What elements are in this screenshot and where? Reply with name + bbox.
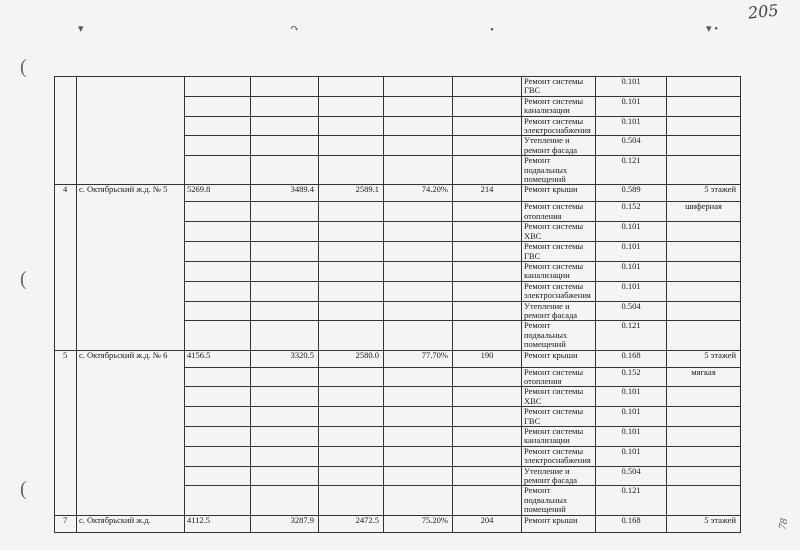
cost-cell: 0.168 [596, 350, 667, 367]
residents-count: 214 [453, 185, 522, 202]
empty-cell [185, 96, 251, 116]
cost-cell: 0.101 [596, 96, 667, 116]
handwritten-page-number: 205 [747, 0, 780, 23]
empty-cell [251, 116, 319, 136]
work-cell: Ремонт подвальных помещений [522, 156, 596, 185]
work-cell: Ремонт системы отопления [522, 367, 596, 387]
empty-cell [185, 222, 251, 242]
empty-cell [185, 156, 251, 185]
empty-cell [251, 321, 319, 350]
cost-cell: 0.101 [596, 387, 667, 407]
cost-cell: 0.504 [596, 136, 667, 156]
empty-cell [319, 321, 384, 350]
empty-cell [319, 486, 384, 515]
object-number: 4 [55, 185, 77, 350]
work-cell: Ремонт подвальных помещений [522, 321, 596, 350]
work-cell: Ремонт системы отопления [522, 202, 596, 222]
empty-cell [319, 301, 384, 321]
empty-cell [384, 486, 453, 515]
note-cell [667, 156, 741, 185]
work-cell: Ремонт подвальных помещений [522, 486, 596, 515]
empty-cell [453, 486, 522, 515]
note-cell [667, 486, 741, 515]
empty-cell [319, 446, 384, 466]
empty-cell [319, 261, 384, 281]
empty-cell [251, 427, 319, 447]
empty-cell [185, 301, 251, 321]
empty-cell [384, 202, 453, 222]
empty-cell [319, 96, 384, 116]
empty-cell [384, 261, 453, 281]
note-cell [667, 427, 741, 447]
empty-cell [453, 321, 522, 350]
cost-cell: 0.168 [596, 515, 667, 532]
binding-mark-top: ( [20, 56, 27, 78]
empty-cell [251, 407, 319, 427]
work-cell: Ремонт системы электроснабжения [522, 281, 596, 301]
work-cell: Ремонт крыши [522, 515, 596, 532]
binding-mark-middle: ( [20, 268, 27, 290]
cost-cell: 0.101 [596, 427, 667, 447]
work-cell: Ремонт системы электроснабжения [522, 116, 596, 136]
empty-cell [453, 427, 522, 447]
table-row [55, 185, 741, 202]
empty-cell [251, 446, 319, 466]
index-cell [55, 77, 77, 185]
floors-cell: 5 этажей [667, 350, 741, 367]
empty-cell [319, 367, 384, 387]
empty-cell [251, 486, 319, 515]
work-cell: Ремонт системы ХВС [522, 387, 596, 407]
empty-cell [384, 116, 453, 136]
empty-cell [185, 242, 251, 262]
empty-cell [453, 77, 522, 97]
cost-cell: 0.504 [596, 301, 667, 321]
empty-cell [453, 136, 522, 156]
note-cell [667, 136, 741, 156]
empty-cell [384, 136, 453, 156]
cost-cell: 0.121 [596, 486, 667, 515]
object-address: с. Октябрьский ж.д. [77, 515, 185, 532]
empty-cell [453, 367, 522, 387]
empty-cell [251, 301, 319, 321]
area-value: 2589.1 [319, 185, 384, 202]
empty-cell [319, 387, 384, 407]
empty-cell [384, 301, 453, 321]
work-cell: Ремонт системы канализации [522, 261, 596, 281]
empty-cell [319, 222, 384, 242]
empty-cell [384, 407, 453, 427]
empty-cell [319, 427, 384, 447]
note-cell [667, 116, 741, 136]
empty-cell [319, 136, 384, 156]
empty-cell [453, 116, 522, 136]
work-cell: Утепление и ремонт фасада [522, 301, 596, 321]
cost-cell: 0.101 [596, 116, 667, 136]
empty-cell [453, 281, 522, 301]
work-cell: Ремонт системы ГВС [522, 77, 596, 97]
empty-cell [453, 242, 522, 262]
note-cell [667, 281, 741, 301]
empty-cell [185, 202, 251, 222]
floors-cell: 5 этажей [667, 185, 741, 202]
work-cell: Ремонт системы ГВС [522, 242, 596, 262]
empty-cell [251, 387, 319, 407]
cost-cell: 0.121 [596, 321, 667, 350]
cost-cell: 0.101 [596, 222, 667, 242]
empty-cell [185, 116, 251, 136]
empty-cell [185, 387, 251, 407]
empty-cell [185, 486, 251, 515]
object-number: 7 [55, 515, 77, 532]
empty-cell [384, 427, 453, 447]
cost-cell: 0.101 [596, 281, 667, 301]
empty-cell [251, 242, 319, 262]
binding-mark-bottom: ( [20, 478, 27, 500]
object-number: 5 [55, 350, 77, 515]
table-row [55, 515, 741, 532]
work-cell: Ремонт системы канализации [522, 96, 596, 116]
note-cell [667, 96, 741, 116]
empty-cell [185, 367, 251, 387]
living-area: 3489.4 [251, 185, 319, 202]
empty-cell [185, 427, 251, 447]
work-cell: Ремонт системы ГВС [522, 407, 596, 427]
note-cell [667, 407, 741, 427]
empty-cell [384, 222, 453, 242]
empty-cell [319, 407, 384, 427]
empty-cell [453, 156, 522, 185]
empty-cell [185, 77, 251, 97]
empty-cell [185, 281, 251, 301]
empty-cell [185, 321, 251, 350]
empty-cell [319, 156, 384, 185]
empty-cell [384, 242, 453, 262]
empty-cell [453, 202, 522, 222]
living-area: 3320.5 [251, 350, 319, 367]
work-cell: Ремонт крыши [522, 185, 596, 202]
wear-percent: 75.20% [384, 515, 453, 532]
scan-mark-3: • [490, 24, 494, 36]
floors-cell: 5 этажей [667, 515, 741, 532]
residents-count: 204 [453, 515, 522, 532]
scan-mark-4: ▾ • [706, 23, 719, 35]
work-cell: Утепление и ремонт фасада [522, 466, 596, 486]
living-area: 3287.9 [251, 515, 319, 532]
empty-cell [384, 96, 453, 116]
cost-cell: 0.101 [596, 242, 667, 262]
repair-table [54, 76, 740, 533]
work-cell: Ремонт крыши [522, 350, 596, 367]
note-cell [667, 222, 741, 242]
empty-cell [384, 156, 453, 185]
cost-cell: 0.589 [596, 185, 667, 202]
scan-mark-1: ▾ [78, 23, 84, 35]
empty-cell [453, 96, 522, 116]
scan-mark-2: ↷ [290, 23, 300, 35]
table-row [55, 77, 741, 97]
work-cell: Ремонт системы электроснабжения [522, 446, 596, 466]
empty-cell [384, 321, 453, 350]
cost-cell: 0.101 [596, 407, 667, 427]
cost-cell: 0.152 [596, 202, 667, 222]
empty-cell [251, 136, 319, 156]
empty-cell [319, 77, 384, 97]
note-cell [667, 466, 741, 486]
object-address: с. Октябрьский ж.д. № 5 [77, 185, 185, 350]
empty-cell [251, 281, 319, 301]
wear-percent: 74.20% [384, 185, 453, 202]
cost-cell: 0.101 [596, 261, 667, 281]
total-area: 5269.8 [185, 185, 251, 202]
note-cell [667, 301, 741, 321]
cost-cell: 0.504 [596, 466, 667, 486]
area-value: 2580.0 [319, 350, 384, 367]
note-cell [667, 446, 741, 466]
empty-cell [384, 446, 453, 466]
cost-cell: 0.152 [596, 367, 667, 387]
empty-cell [384, 281, 453, 301]
empty-cell [384, 77, 453, 97]
empty-cell [185, 407, 251, 427]
empty-cell [251, 261, 319, 281]
empty-cell [251, 96, 319, 116]
empty-cell [453, 301, 522, 321]
empty-cell [453, 407, 522, 427]
note-cell [667, 321, 741, 350]
empty-cell [251, 367, 319, 387]
note-cell [667, 261, 741, 281]
empty-cell [251, 466, 319, 486]
empty-cell [319, 466, 384, 486]
empty-cell [251, 222, 319, 242]
total-area: 4112.5 [185, 515, 251, 532]
total-area: 4156.5 [185, 350, 251, 367]
empty-cell [453, 261, 522, 281]
wear-percent: 77.70% [384, 350, 453, 367]
empty-cell [319, 202, 384, 222]
residents-count: 190 [453, 350, 522, 367]
empty-cell [319, 242, 384, 262]
empty-cell [185, 446, 251, 466]
cost-cell: 0.101 [596, 77, 667, 97]
empty-cell [453, 387, 522, 407]
note-cell [667, 77, 741, 97]
object-address: с. Октябрьский ж.д. № 6 [77, 350, 185, 515]
empty-cell [185, 261, 251, 281]
empty-cell [319, 281, 384, 301]
empty-cell [251, 77, 319, 97]
empty-cell [453, 466, 522, 486]
empty-cell [185, 136, 251, 156]
work-cell: Ремонт системы канализации [522, 427, 596, 447]
cost-cell: 0.101 [596, 446, 667, 466]
area-value: 2472.5 [319, 515, 384, 532]
work-cell: Утепление и ремонт фасада [522, 136, 596, 156]
cost-cell: 0.121 [596, 156, 667, 185]
note-cell [667, 242, 741, 262]
table-row [55, 350, 741, 367]
empty-cell [384, 387, 453, 407]
address-cell [77, 77, 185, 185]
empty-cell [384, 367, 453, 387]
note-cell [667, 387, 741, 407]
empty-cell [453, 446, 522, 466]
roof-type-cell: шиферная [667, 202, 741, 222]
empty-cell [185, 466, 251, 486]
empty-cell [384, 466, 453, 486]
empty-cell [319, 116, 384, 136]
work-cell: Ремонт системы ХВС [522, 222, 596, 242]
empty-cell [251, 156, 319, 185]
empty-cell [453, 222, 522, 242]
margin-handwriting: 78 [776, 517, 791, 531]
empty-cell [251, 202, 319, 222]
roof-type-cell: мягкая [667, 367, 741, 387]
